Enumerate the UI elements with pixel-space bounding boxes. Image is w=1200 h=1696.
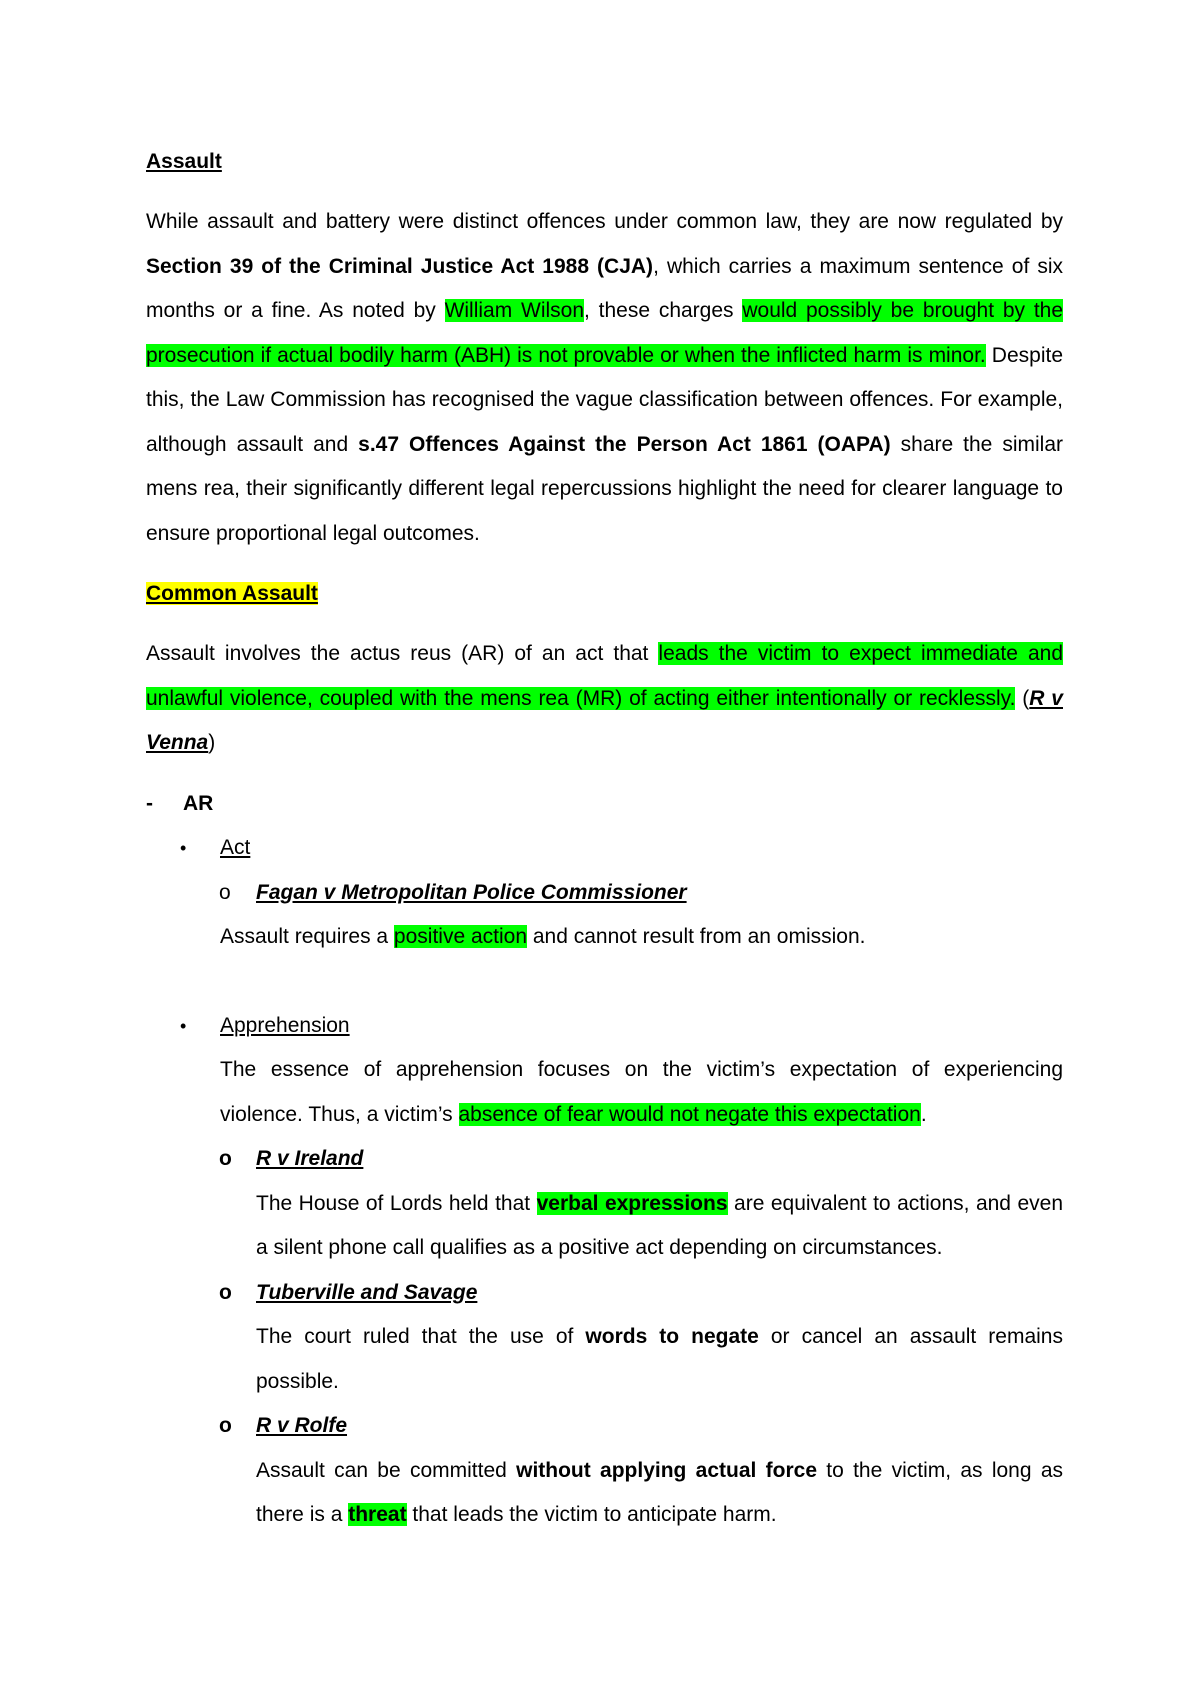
act-text-1: Assault requires a (220, 925, 394, 948)
common-assault-paragraph (146, 632, 1063, 766)
apprehension-text-1: The essence of apprehension focuses on the victim’s expectation of experiencing violence. Thus, a victim’s (220, 1058, 1063, 1126)
intro-statute-cja: Section 39 of the Criminal Justice Act 1988 (CJA) (146, 254, 654, 278)
rolfe-text-3: that leads the victim to anticipate harm. (406, 1503, 777, 1526)
ar-label: AR (183, 791, 214, 815)
page-title: Assault (146, 150, 222, 173)
outline-case-tuberville (146, 1271, 1063, 1316)
apprehension-description (146, 1048, 1063, 1137)
bullet-marker: • (180, 838, 187, 858)
apprehension-text-2: . (920, 1102, 927, 1126)
case-rolfe: R v Rolfe (256, 1414, 348, 1437)
ca-text-3: ) (208, 731, 216, 754)
intro-text-5: share the similar mens rea, their significantly different legal repercussions highlight the need for clearer language to ensure proportional legal outcomes. (146, 432, 1064, 545)
intro-text-2: , which carries a maximum sentence of six months or a fine. As noted by (146, 254, 1064, 322)
ireland-description (146, 1182, 1063, 1271)
outline-case-rolfe (146, 1404, 1063, 1449)
circle-marker: o (219, 1280, 232, 1304)
act-highlight: positive action (393, 925, 527, 948)
intro-text-4: Despite this, the Law Commission has recognised the vague classification between offences. For example, although assault and (146, 343, 1063, 456)
act-description (146, 915, 1063, 960)
ireland-text-1: The House of Lords held that (256, 1191, 537, 1215)
rolfe-description (146, 1449, 1063, 1538)
act-text-2: and cannot result from an omission. (527, 925, 866, 948)
common-assault-heading-text: Common Assault (146, 582, 318, 605)
circle-marker: o (219, 1414, 232, 1437)
act-label: Act (220, 836, 251, 859)
circle-marker: o (219, 880, 231, 904)
outline-case-ireland (146, 1137, 1063, 1182)
intro-statute-oapa: s.47 Offences Against the Person Act 1861 (OAPA) (358, 432, 891, 456)
case-ireland: R v Ireland (256, 1147, 364, 1170)
bullet-marker: • (180, 1015, 187, 1036)
ca-case-venna: R v Venna (146, 686, 1063, 754)
intro-text-3: , these charges (584, 299, 743, 322)
circle-marker: o (219, 1147, 232, 1170)
intro-text-1: While assault and battery were distinct offences under common law, they are now regulated by (146, 210, 1063, 233)
outline-ar-item (146, 782, 1063, 827)
section-heading-common-assault (146, 572, 1063, 616)
tuberville-bold: words to negate (585, 1325, 759, 1348)
rolfe-bold: without applying actual force (516, 1458, 817, 1482)
apprehension-label: Apprehension (220, 1013, 350, 1037)
rolfe-highlight: threat (348, 1503, 407, 1526)
outline-act-item (146, 826, 1063, 871)
ireland-text-2: are equivalent to actions, and even a silent phone call qualifies as a positive act depending on circumstances. (256, 1191, 1064, 1259)
dash-marker: - (146, 791, 153, 815)
case-fagan: Fagan v Metropolitan Police Commissioner (256, 880, 687, 904)
case-tuberville: Tuberville and Savage (256, 1280, 478, 1304)
document-content (146, 140, 1063, 1538)
ireland-highlight: verbal expressions (536, 1191, 728, 1215)
spacer (146, 960, 1063, 1004)
ca-text-1: Assault involves the actus reus (AR) of an act that (146, 642, 659, 665)
intro-paragraph (146, 200, 1063, 556)
tuberville-text-2: or cancel an assault remains possible. (256, 1325, 1063, 1393)
ca-highlight-definition: leads the victim to expect immediate and unlawful violence, coupled with the mens rea (MR) of acting either intentionally or recklessly. (146, 642, 1063, 710)
rolfe-text-2: to the victim, as long as there is a (256, 1458, 1063, 1526)
intro-highlight-prosecution: would possibly be brought by the prosecution if actual bodily harm (ABH) is not provable or when the inflicted harm is minor. (146, 299, 1064, 367)
rolfe-text-1: Assault can be committed (256, 1458, 517, 1482)
intro-highlight-author: William Wilson (444, 299, 585, 322)
ca-text-2: ( (1015, 686, 1030, 710)
outline-case-fagan (146, 871, 1063, 916)
tuberville-description (146, 1315, 1063, 1404)
outline-apprehension-item (146, 1004, 1063, 1049)
apprehension-highlight: absence of fear would not negate this expectation (458, 1102, 921, 1126)
tuberville-text-1: The court ruled that the use of (256, 1325, 586, 1348)
